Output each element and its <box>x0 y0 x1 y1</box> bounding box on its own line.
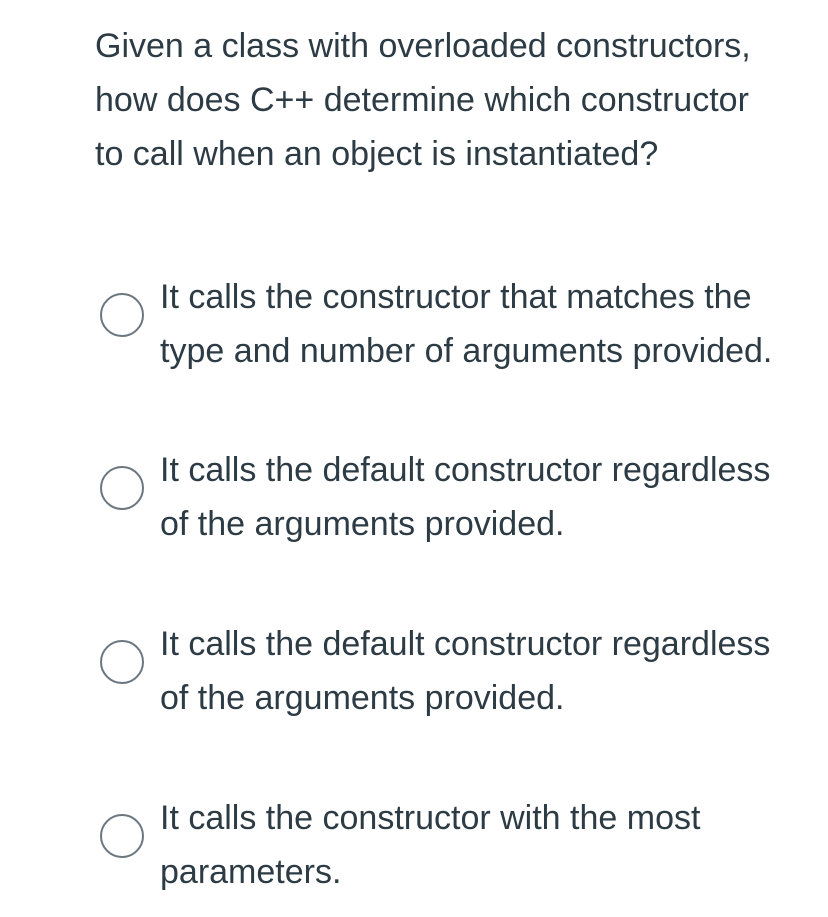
answer-option-label: It calls the default constructor regardless of the arguments provided. <box>160 625 771 717</box>
answer-option-label: It calls the constructor that matches the type and number of arguments provided. <box>160 278 773 370</box>
question-text: Given a class with overloaded constructors, how does C++ determine which constructor to call when an object is instantiated? <box>95 27 751 173</box>
radio-button[interactable] <box>100 814 144 858</box>
answer-option-label: It calls the constructor with the most parameters. <box>160 799 701 891</box>
radio-button[interactable] <box>100 466 144 510</box>
radio-button[interactable] <box>100 293 144 337</box>
answer-option-label: It calls the default constructor regardless of the arguments provided. <box>160 451 771 543</box>
radio-button[interactable] <box>100 640 144 684</box>
